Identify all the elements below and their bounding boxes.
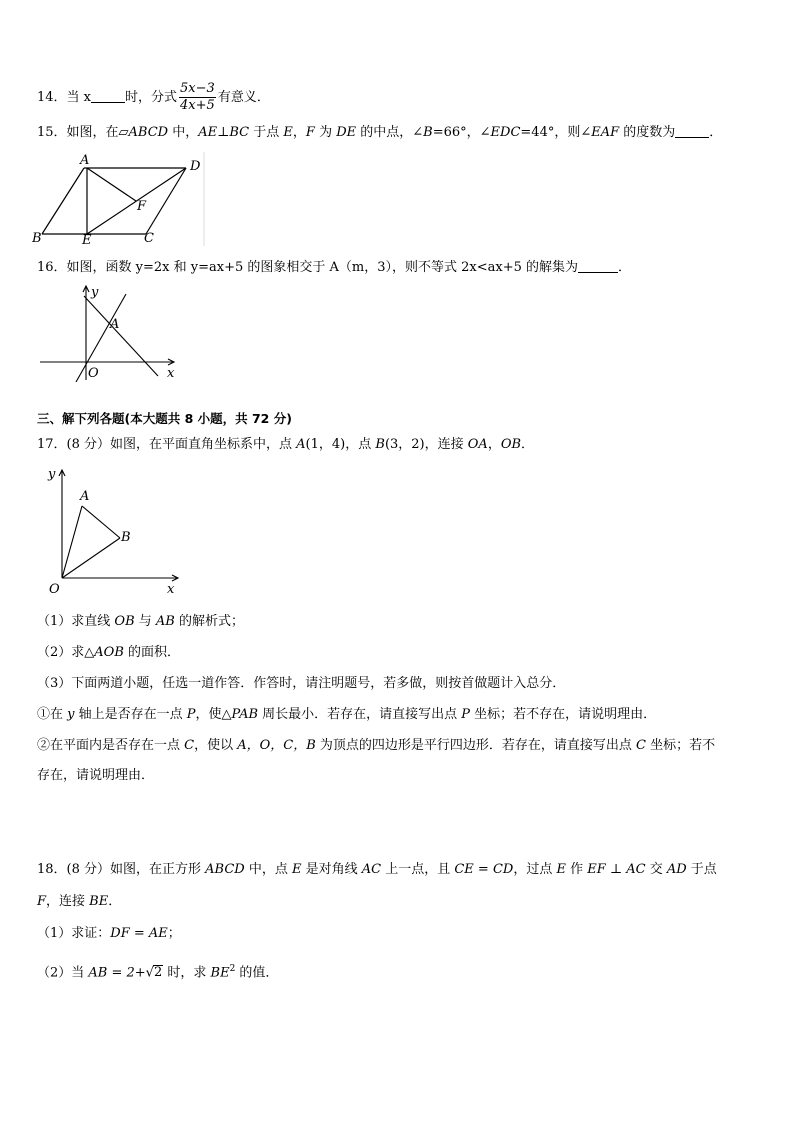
q15-text: =66°，∠ xyxy=(432,125,491,140)
q14-fraction-numerator: 5x−3 xyxy=(180,81,215,96)
q15-text: 中， xyxy=(168,125,199,140)
q18-text: ，连接 xyxy=(46,894,90,909)
q17-label-y: y xyxy=(48,467,56,482)
q17-choice-2 xyxy=(37,737,715,755)
q16-text: 16．如图，函数 y=2x 和 y=ax+5 的图象相交于 A（m，3），则不等式 2x<ax+5 的解集为 xyxy=(37,260,579,275)
q18-var: BE xyxy=(89,894,109,909)
q17-var: C xyxy=(184,738,195,753)
q15-var: EAF xyxy=(591,125,620,140)
q18-var: ABCD xyxy=(205,862,245,877)
q15-text: ， xyxy=(292,125,306,140)
q17-var: C xyxy=(636,738,646,753)
q18-superscript: 2 xyxy=(229,964,236,974)
question-14 xyxy=(37,80,270,116)
q17-text: 坐标；若不存在，请说明理由． xyxy=(470,707,657,722)
q17-text: 与 xyxy=(134,614,156,629)
q18-text: 的值． xyxy=(235,965,279,981)
q17-part-2 xyxy=(37,644,180,662)
q15-text: 15．如图，在▱ xyxy=(37,125,129,140)
q15-side-ab xyxy=(42,168,84,234)
q15-text: ⊥ xyxy=(217,125,230,140)
question-17 xyxy=(37,436,534,454)
q17-text: （2）求△ xyxy=(37,645,95,660)
q17-text: (3，2) xyxy=(384,437,425,452)
q15-var: F xyxy=(305,125,315,140)
q15-text: 为 xyxy=(314,125,337,140)
q18-text: 中，点 xyxy=(244,862,292,877)
q18-var: E xyxy=(556,862,566,877)
q15-var: BC xyxy=(229,125,250,140)
q17-segment-ob xyxy=(62,538,120,578)
q16-line-y-ax-plus-5 xyxy=(84,296,158,376)
q16-graph-figure xyxy=(36,282,186,382)
q14-suffix: 有意义． xyxy=(217,90,270,105)
q17-var: y xyxy=(67,707,75,722)
q17-var: A，O，C，B xyxy=(237,738,316,753)
q17-label-a: A xyxy=(80,489,90,504)
q18-text: ，过点 xyxy=(513,862,557,877)
q17-text: ． xyxy=(521,437,535,452)
q15-side-cd xyxy=(146,168,186,234)
question-16 xyxy=(37,259,631,277)
q17-var: P xyxy=(186,707,196,722)
q15-var: E xyxy=(283,125,293,140)
q18-sqrt-radicand: 2 xyxy=(153,965,163,981)
q15-text: ． xyxy=(709,125,723,140)
q18-text: 作 xyxy=(565,862,588,877)
q18-var: AD xyxy=(666,862,687,877)
q18-var: F xyxy=(37,894,47,909)
q17-text: ，连接 xyxy=(424,437,468,452)
q17-label-x: x xyxy=(167,582,175,597)
q17-part-1 xyxy=(37,613,244,631)
q18-part-1 xyxy=(37,925,181,943)
q15-label-b: B xyxy=(32,231,42,246)
q14-fraction-denominator: 4x+5 xyxy=(180,98,215,113)
q17-var: AOB xyxy=(94,645,124,660)
q17-var: AB xyxy=(155,614,175,629)
q18-text: （1）求证： xyxy=(37,926,111,941)
q18-text: 18．(8 分）如图，在正方形 xyxy=(37,862,206,877)
q15-segment-af xyxy=(87,168,136,201)
q18-var: CE = CD xyxy=(454,862,514,877)
q17-text: ，使△ xyxy=(195,707,232,722)
q15-text: =44°，则∠ xyxy=(520,125,592,140)
q18-text: ； xyxy=(167,926,181,941)
q17-choice-1 xyxy=(37,706,656,724)
q17-text: ②在平面内是否存在一点 xyxy=(37,738,185,753)
question-15 xyxy=(37,124,722,142)
q18-part-2 xyxy=(37,960,278,982)
sqrt-symbol: √ xyxy=(145,965,154,981)
q17-text: ①在 xyxy=(37,707,68,722)
q17-text: 的解析式； xyxy=(174,614,244,629)
q17-choice-2-cont: 存在，请说明理由． xyxy=(37,768,155,783)
q15-var: B xyxy=(423,125,433,140)
q18-text: 于点 xyxy=(686,862,717,877)
q17-coordinate-figure xyxy=(36,462,186,598)
q15-var: EDC xyxy=(490,125,521,140)
question-18-line2 xyxy=(37,893,121,911)
q17-part-3: （3）下面两道小题，任选一道作答．作答时，请注明题号，若多做，则按首做题计入总分． xyxy=(37,676,566,691)
q15-var: AE xyxy=(198,125,218,140)
q15-label-c: C xyxy=(144,231,154,246)
q17-text: 为顶点的四边形是平行四边形．若存在，请直接写出点 xyxy=(315,738,637,753)
q14-fraction xyxy=(179,81,216,114)
q16-label-x: x xyxy=(167,366,175,381)
q15-text: 的度数为 xyxy=(619,125,676,140)
q17-text: ，点 xyxy=(345,437,376,452)
q17-var: P xyxy=(461,707,471,722)
q17-var: A xyxy=(296,437,306,452)
q17-var: OB xyxy=(114,614,135,629)
q18-text: （2）当 xyxy=(37,965,89,981)
q14-prefix: 14．当 x xyxy=(37,90,92,105)
q17-var: B xyxy=(375,437,385,452)
q17-segment-oa xyxy=(62,506,82,578)
q15-var: DE xyxy=(336,125,357,140)
q18-text: 是对角线 xyxy=(301,862,362,877)
q17-label-b: B xyxy=(121,530,131,545)
q17-var: PAB xyxy=(231,707,259,722)
q15-label-e: E xyxy=(82,233,92,246)
q17-text: ， xyxy=(487,437,501,452)
q17-var: OA xyxy=(467,437,488,452)
q18-var: E xyxy=(291,862,302,877)
q15-text: 的中点，∠ xyxy=(356,125,424,140)
q15-parallelogram-figure xyxy=(32,152,212,246)
q17-text: 的面积． xyxy=(123,645,181,660)
q15-label-a: A xyxy=(80,153,90,168)
section-3-title: 三、解下列各题(本大题共 8 小题，共 72 分) xyxy=(37,411,292,426)
q18-text: ． xyxy=(108,894,122,909)
question-18 xyxy=(37,861,717,879)
q18-text: 交 xyxy=(645,862,667,877)
q18-var: AB = 2+ xyxy=(88,965,146,981)
q17-text: （1）求直线 xyxy=(37,614,115,629)
q15-label-f: F xyxy=(137,199,147,214)
q14-answer-blank[interactable] xyxy=(91,90,125,103)
q16-end: ． xyxy=(618,260,632,275)
q17-text: ，使以 xyxy=(194,738,238,753)
q17-text: 周长最小．若存在，请直接写出点 xyxy=(258,707,462,722)
q18-text: 上一点，且 xyxy=(381,862,455,877)
q16-label-y: y xyxy=(91,285,99,300)
q17-segment-ab xyxy=(82,506,120,538)
q16-label-a: A xyxy=(110,317,120,332)
q15-var: ABCD xyxy=(128,125,169,140)
q17-text: 轴上是否存在一点 xyxy=(74,707,187,722)
q18-var: EF ⊥ AC xyxy=(587,862,646,877)
q16-answer-blank[interactable] xyxy=(578,260,618,273)
q16-label-o: O xyxy=(88,366,99,381)
q18-text: 时，求 xyxy=(163,965,211,981)
q14-mid: 时，分式 xyxy=(125,90,178,105)
q17-text: 17．(8 分）如图，在平面直角坐标系中，点 xyxy=(37,437,297,452)
q18-var: AC xyxy=(361,862,382,877)
q17-var: OB xyxy=(500,437,522,452)
q15-answer-blank[interactable] xyxy=(675,125,709,138)
q18-var: DF = AE xyxy=(110,926,168,941)
q15-text: 于点 xyxy=(249,125,284,140)
q17-text: (1，4) xyxy=(305,437,346,452)
q16-line-y-2x xyxy=(76,294,126,382)
q17-text: 坐标；若不 xyxy=(646,738,716,753)
q15-label-d: D xyxy=(190,159,201,174)
q18-var: BE xyxy=(210,965,230,981)
q17-label-o: O xyxy=(49,582,60,597)
